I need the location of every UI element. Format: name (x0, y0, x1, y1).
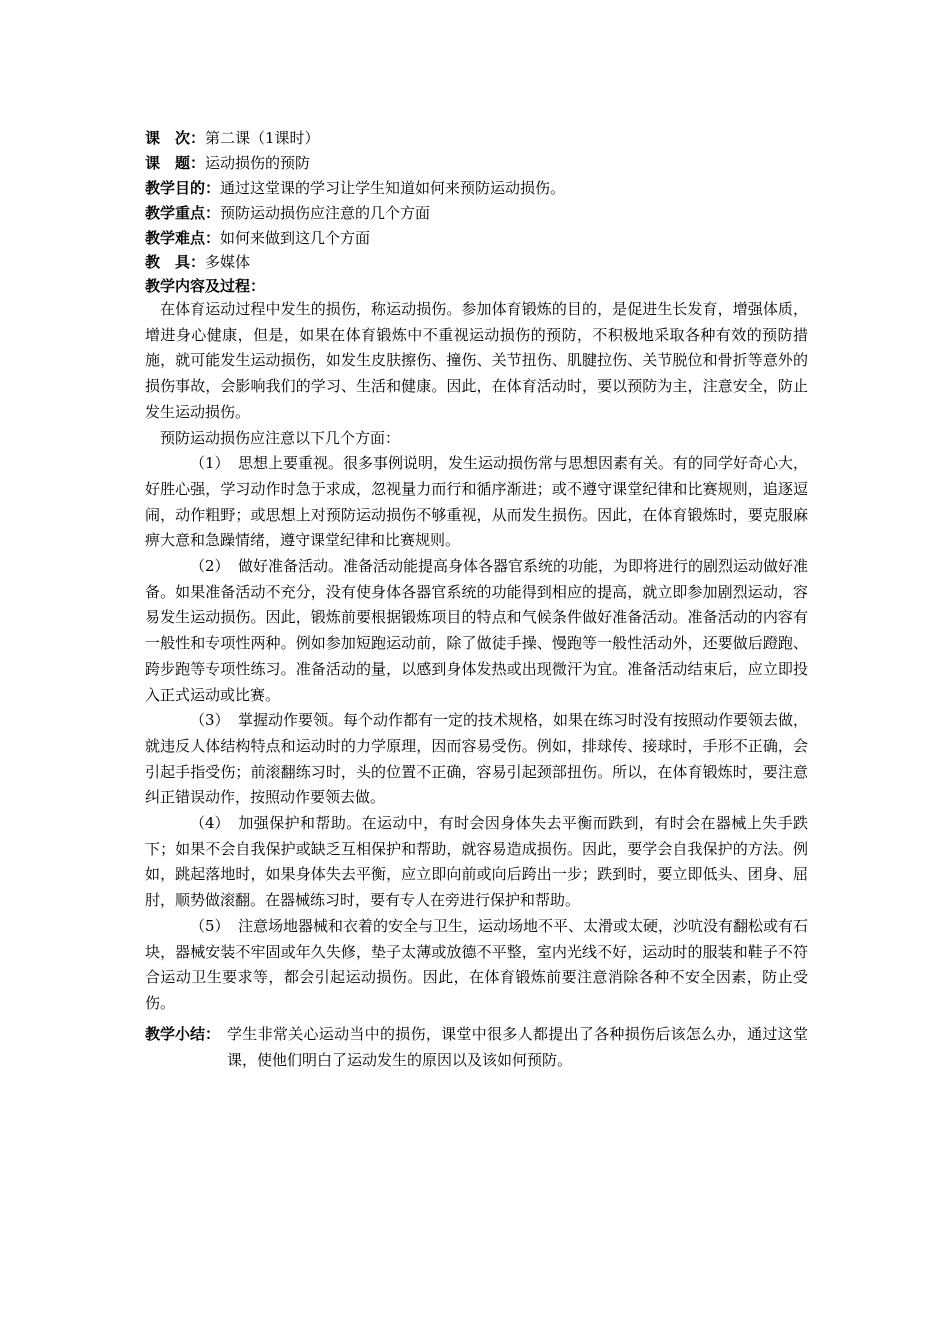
process-label: 教学内容及过程： (145, 277, 266, 295)
item-text: 加强保护和帮助。在运动中，有时会因身体失去平衡而跌到，有时会在器械上失手跌下；如果不会自我保护或缺乏互相保护和帮助，就容易造成损伤。因此，要学会自我保护的方法。例如，跳起落地时，如果身体失去平衡，应立即向前或向后跨出一步；跌到时，要立即低头、团身、屈肘，顺势做滚翻。在器械练习时，要有专人在旁进行保护和帮助。 (145, 814, 808, 910)
list-item (145, 451, 808, 554)
difficulty-line (145, 226, 370, 250)
list-item (145, 914, 808, 1017)
item-text: 掌握动作要领。每个动作都有一定的技术规格，如果在练习时没有按照动作要领去做，就违反人体结构特点和运动时的力学原理，因而容易受伤。例如，排球传、接球时，手形不正确，会引起手指受伤；前滚翻练习时，头的位置不正确，容易引起颈部扭伤。所以，在体育锻炼时，要注意纠正错误动作，按照动作要领去做。 (145, 711, 809, 807)
item-number: （5） (190, 916, 230, 935)
item-text: 思想上要重视。很多事例说明，发生运动损伤常与思想因素有关。有的同学好奇心大，好胜心强，学习动作时急于求成，忽视量力而行和循序渐进；或不遵守课堂纪律和比赛规则，追逐逗闹，动作粗野；或思想上对预防运动损伤不够重视，从而发生损伤。因此，在体育锻炼时，要克服麻痹大意和急躁情绪，遵守课堂纪律和比赛规则。 (145, 454, 809, 550)
summary-text: 学生非常关心运动当中的损伤，课堂中很多人都提出了各种损伤后该怎么办，通过这堂课，使他们明白了运动发生的原因以及该如何预防。 (227, 1025, 808, 1069)
tools-value: 多媒体 (205, 253, 251, 271)
focus-line (145, 201, 430, 225)
topic-line (145, 151, 310, 175)
tools-label: 教 具： (145, 253, 206, 271)
focus-label: 教学重点： (145, 204, 221, 222)
goal-line (145, 176, 565, 200)
list-item (145, 811, 808, 914)
list-item (145, 708, 808, 811)
item-number: （1） (190, 454, 230, 473)
intro-paragraph: 在体育运动过程中发生的损伤，称运动损伤。参加体育锻炼的目的，是促进生长发育，增强体质，增进身心健康，但是，如果在体育锻炼中不重视运动损伤的预防，不积极地采取各种有效的预防措施，就可能发生运动损伤，如发生皮肤擦伤、撞伤、关节扭伤、肌腱拉伤、关节脱位和骨折等意外的损伤事故，会影响我们的学习、生活和健康。因此，在体育活动时，要以预防为主，注意安全，防止发生运动损伤。 (145, 300, 808, 421)
summary-label: 教学小结： (145, 1025, 221, 1043)
item-number: （3） (190, 711, 230, 730)
list-item (145, 554, 808, 708)
item-text: 做好准备活动。准备活动能提高身体各器官系统的功能，为即将进行的剧烈运动做好准备。如果准备活动不充分，没有使身体各器官系统的功能得到相应的提高，就立即参加剧烈运动，容易发生运动损伤。因此，锻炼前要根据锻炼项目的特点和气候条件做好准备活动。准备活动的内容有一般性和专项性两种。例如参加短跑运动前，除了做徒手操、慢跑等一般性活动外，还要做后蹬跑、跨步跑等专项性练习。准备活动的量，以感到身体发热或出现微汗为宜。准备活动结束后，应立即投入正式运动或比赛。 (145, 557, 809, 704)
item-number: （2） (190, 557, 230, 576)
topic-value: 运动损伤的预防 (205, 154, 311, 172)
goal-value: 通过这堂课的学习让学生知道如何来预防运动损伤。 (220, 179, 566, 197)
focus-value: 预防运动损伤应注意的几个方面 (220, 204, 431, 222)
lesson-value: 第二课（1课时） (205, 129, 320, 147)
lead-paragraph: 预防运动损伤应注意以下几个方面： (160, 428, 401, 447)
lesson-body (145, 297, 808, 1017)
goal-label: 教学目的： (145, 179, 221, 197)
topic-label: 课 题： (145, 154, 206, 172)
item-number: （4） (190, 814, 230, 833)
process-line (145, 274, 265, 298)
lesson-label: 课 次： (145, 129, 206, 147)
lesson-line (145, 126, 320, 150)
difficulty-value: 如何来做到这几个方面 (220, 229, 371, 247)
summary-section (145, 1022, 808, 1073)
tools-line (145, 250, 250, 274)
difficulty-label: 教学难点： (145, 229, 221, 247)
item-text: 注意场地器械和衣着的安全与卫生，运动场地不平、太滑或太硬，沙吭没有翻松或有石块，器械安装不牢固或年久失修，垫子太薄或放德不平整，室内光线不好，运动时的服装和鞋子不符合运动卫生要求等，都会引起运动损伤。因此，在体育锻炼前要注意消除各种不安全因素，防止受伤。 (145, 916, 809, 1012)
